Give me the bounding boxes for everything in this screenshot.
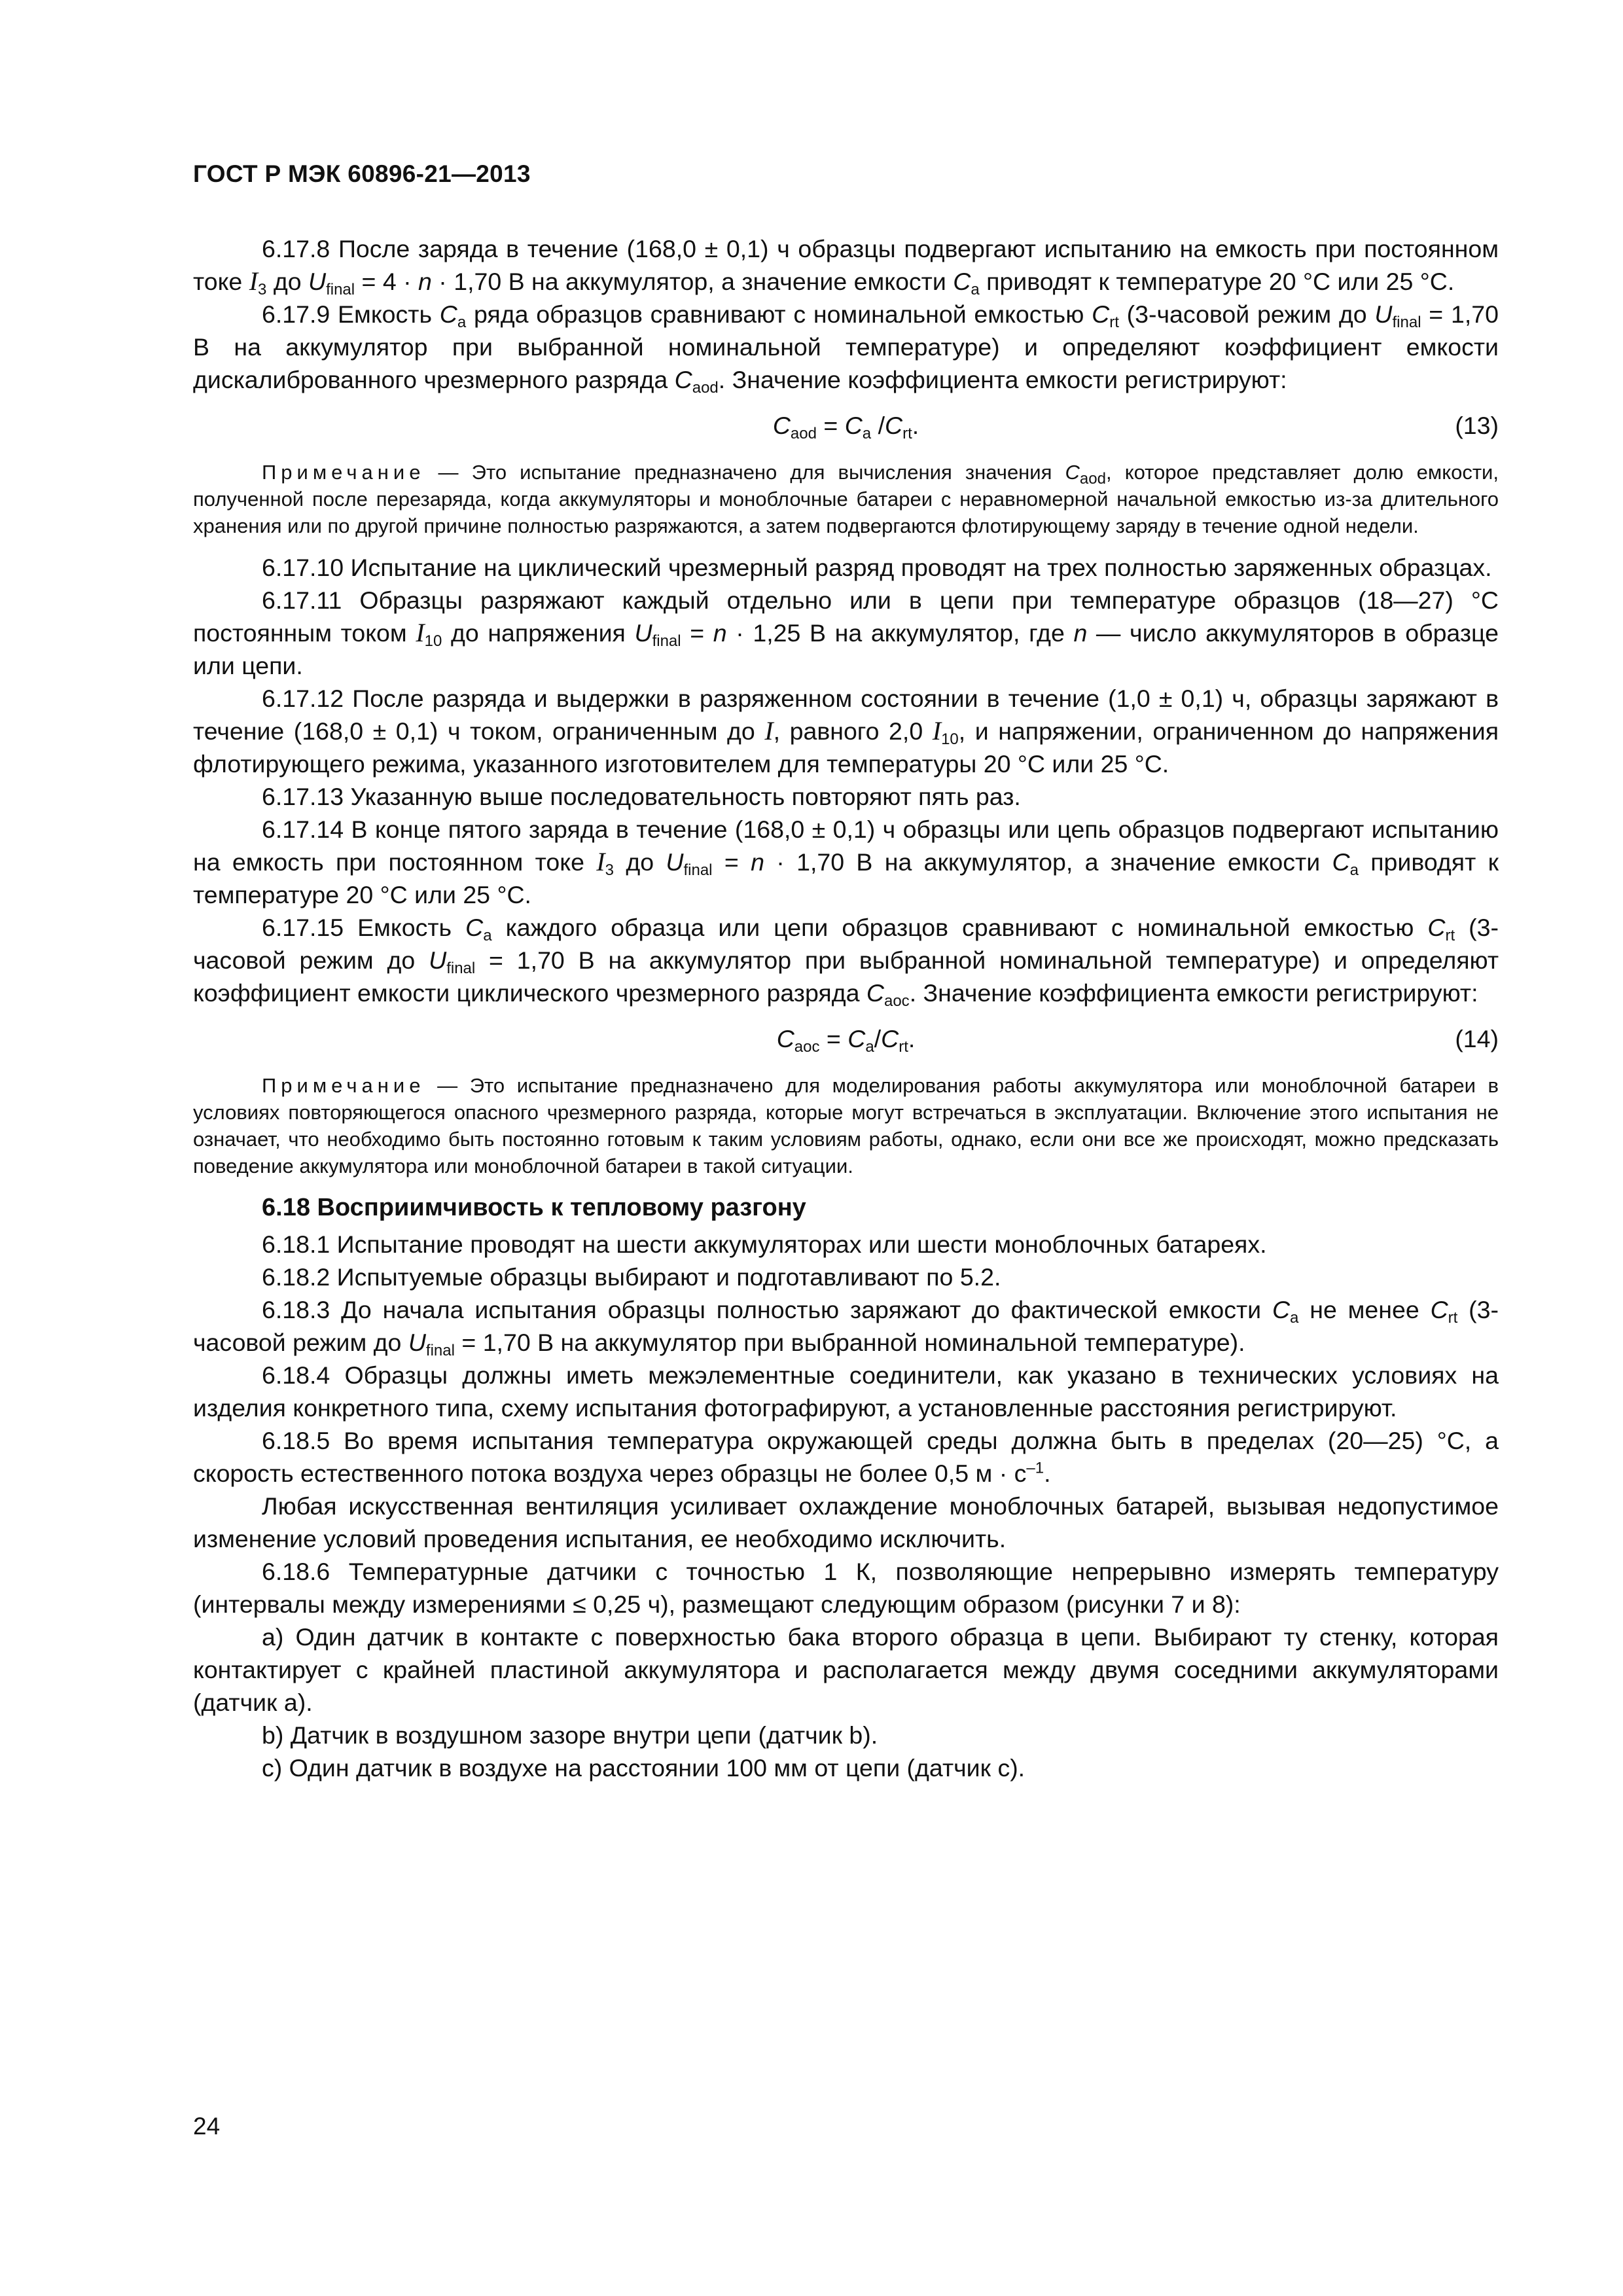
clause-number: 6.17.14: [262, 816, 344, 843]
paragraph-6-17-11: 6.17.11 Образцы разряжают каждый отдельно или в цепи при температуре образцов (18—27) °С постоянным током $I_{10}$ до напряжения $U_{final} = n \cdot 1,25$ В на аккумулятор, где n — число аккумуляторов в образце или цепи.: [193, 586, 1499, 679]
clause-number: 6.18.6: [262, 1558, 330, 1585]
clause-number: 6.17.10: [262, 554, 344, 581]
paragraph-6-18-3: 6.18.3 До начала испытания образцы полностью заряжают до фактической емкости $C_a$ не менее $C_{rt}$ (3-часовой режим до $U_{final} = 1,70$ В на аккумулятор при выбранной номинальной температуре).: [193, 1296, 1499, 1359]
clause-number: 6.18.3: [262, 1296, 330, 1323]
list-item-c: c) Один датчик в воздухе на расстоянии 100 мм от цепи (датчик с).: [262, 1754, 1026, 1782]
paragraph-6-18-5: 6.18.5 Во время испытания температура окружающей среды должна быть в пределах (20—25) °С, а скорость естественного потока воздуха через образцы не более 0,5 $м \cdot с^{-1}$.: [193, 1427, 1499, 1487]
clause-number: 6.18.1: [262, 1230, 330, 1258]
formula-13: [193, 409, 1499, 442]
paragraph-ventilation: Любая искусственная вентиляция усиливает охлаждение моноблочных батарей, вызывая недопустимое изменение условий проведения испытания, ее необходимо исключить.: [193, 1492, 1499, 1552]
note-1: Примечание — Это испытание предназначено для вычисления значения $C_{aod}$, которое представляет долю емкости, полученной после перезаряда, когда аккумуляторы и моноблочные батареи с неравномерной начальной емкостью из-за длительного хранения или по другой причине полностью разряжаются, а затем подвергаются флотирующему заряду в течение одной недели.: [193, 461, 1499, 537]
formula-14: [193, 1022, 1499, 1055]
list-marker: a): [262, 1623, 284, 1651]
paragraph-6-17-14: 6.17.14 В конце пятого заряда в течение (168,0 ± 0,1) ч образцы или цепь образцов подвергают испытанию на емкость при постоянном токе $I_3$ до $U_{final} = n \cdot 1,70$ В на аккумулятор, а значение емкости $C_a$ приводят к температуре 20 °С или 25 °С.: [193, 816, 1499, 908]
paragraph-6-18-6: 6.18.6 Температурные датчики с точностью 1 К, позволяющие непрерывно измерять температуру (интервалы между измерениями ≤ 0,25 ч), размещают следующим образом (рисунки 7 и 8):: [193, 1558, 1499, 1618]
clause-number: 6.17.13: [262, 783, 344, 810]
section-number: 6.18: [262, 1194, 310, 1221]
section-title: Восприимчивость к тепловому разгону: [310, 1194, 806, 1221]
clause-number: 6.17.9: [262, 300, 330, 328]
list-item-a: a) Один датчик в контакте с поверхностью бака второго образца в цепи. Выбирают ту стенку, которая контактирует с крайней пластиной аккумулятора и располагается между двумя соседними аккумуляторами (датчик а).: [193, 1623, 1499, 1716]
paragraph-6-17-15: 6.17.15 Емкость $C_a$ каждого образца или цепи образцов сравнивают с номинальной емкостью $C_{rt}$ (3-часовой режим до $U_{final} = 1,70$ В на аккумулятор при выбранной номинальной температуре) и определяют коэффициент емкости циклического чрезмерного разряда $C_{aoc}$. Значение коэффициента емкости регистрируют:: [193, 914, 1499, 1010]
paragraph-6-17-12: 6.17.12 После разряда и выдержки в разряженном состоянии в течение (1,0 ± 0,1) ч, образцы заряжают в течение (168,0 ± 0,1) ч током, ограниченным до I, равного 2,0 $I_{10}$, и напряжении, ограниченном до напряжения флотирующего режима, указанного изготовителем для температуры 20 °С или 25 °С.: [193, 685, 1499, 778]
page-content: [193, 232, 1499, 1784]
clause-number: 6.17.12: [262, 685, 344, 712]
note-label: Примечание: [262, 461, 425, 484]
paragraph-6-18-4: 6.18.4 Образцы должны иметь межэлементные соединители, как указано в технических условиях на изделия конкретного типа, схему испытания фотографируют, а установленные расстояния регистрируют.: [193, 1361, 1499, 1422]
clause-number: 6.17.15: [262, 914, 344, 941]
clause-number: 6.18.5: [262, 1427, 330, 1454]
paragraph-6-18-2: 6.18.2 Испытуемые образцы выбирают и подготавливают по 5.2.: [262, 1263, 1001, 1291]
clause-number: 6.18.2: [262, 1263, 330, 1291]
section-heading-6-18: [193, 1191, 1499, 1224]
formula-expression: $C_{aod} = C_a$ $/C_{rt}$.: [772, 412, 919, 442]
paragraph-6-17-10: 6.17.10 Испытание на циклический чрезмерный разряд проводят на трех полностью заряженных образцах.: [262, 554, 1492, 581]
formula-number: (13): [1455, 412, 1499, 439]
paragraph-6-17-13: 6.17.13 Указанную выше последовательность повторяют пять раз.: [262, 783, 1021, 810]
formula-expression: $C_{aoc} = C_a/C_{rt}$.: [776, 1025, 916, 1056]
note-2: Примечание — Это испытание предназначено для моделирования работы аккумулятора или моноблочной батареи в условиях повторяющегося опасного чрезмерного разряда, которые могут встречаться в эксплуатации. Включение этого испытания не означает, что необходимо быть постоянно готовым к таким условиям работы, однако, если они все же происходят, можно предсказать поведение аккумулятора или моноблочной батареи в такой ситуации.: [193, 1074, 1499, 1177]
clause-number: 6.17.8: [262, 235, 330, 262]
list-marker: b): [262, 1721, 284, 1749]
list-marker: c): [262, 1754, 283, 1782]
clause-number: 6.18.4: [262, 1361, 330, 1389]
list-item-b: b) Датчик в воздушном зазоре внутри цепи (датчик b).: [262, 1721, 878, 1749]
paragraph-6-17-8: 6.17.8 После заряда в течение (168,0 ± 0,1) ч образцы подвергают испытанию на емкость при постоянном токе $I_3$ до $U_{final} = 4 \cdot n \cdot 1,70$ В на аккумулятор, а значение емкости $C_a$ приводят к температуре 20 °С или 25 °С.: [193, 235, 1499, 298]
clause-number: 6.17.11: [262, 586, 342, 614]
paragraph-6-18-1: 6.18.1 Испытание проводят на шести аккумуляторах или шести моноблочных батареях.: [262, 1230, 1267, 1258]
page-number: 24: [193, 2113, 221, 2140]
document-header: ГОСТ Р МЭК 60896-21—2013: [193, 160, 531, 187]
paragraph-6-17-9: 6.17.9 Емкость $C_a$ ряда образцов сравнивают с номинальной емкостью $C_{rt}$ (3-часовой режим до $U_{final} = 1,70$ В на аккумулятор при выбранной номинальной температуре) и определяют коэффициент емкости дискалиброванного чрезмерного разряда $C_{aod}$. Значение коэффициента емкости регистрируют:: [193, 300, 1499, 397]
note-label: Примечание: [262, 1074, 425, 1097]
formula-number: (14): [1455, 1025, 1499, 1052]
